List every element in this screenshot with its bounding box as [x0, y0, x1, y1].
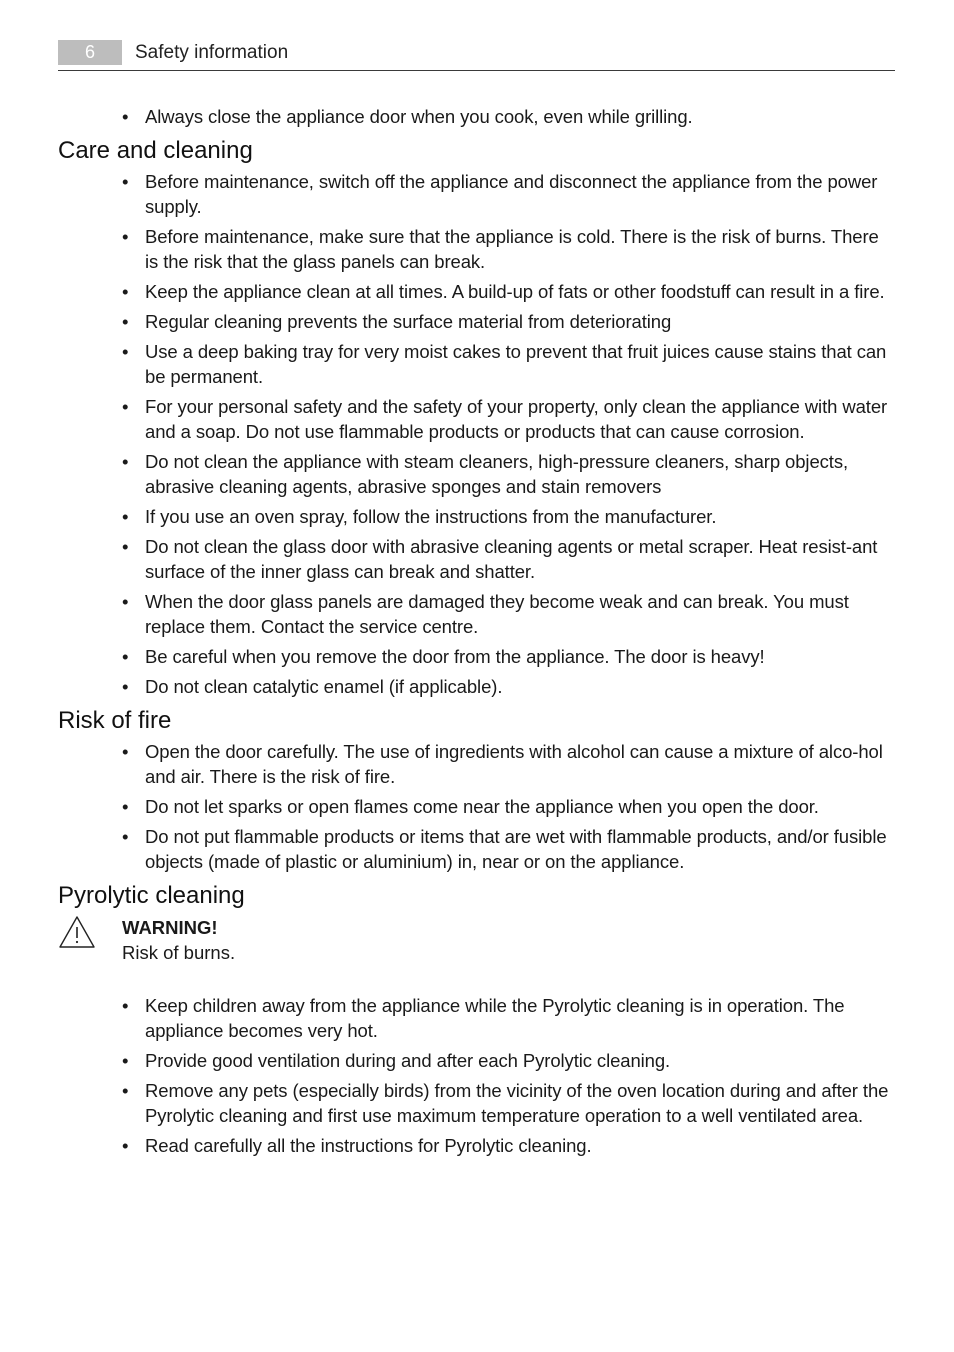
- list-item: • Always close the appliance door when you cook, even while grilling.: [58, 104, 895, 129]
- list-item: • Be careful when you remove the door from the appliance. The door is heavy!: [58, 644, 895, 669]
- page-content: [58, 104, 895, 1163]
- list-item: • Do not put flammable products or items that are wet with flammable products, and/or fusible objects (made of plastic or aluminium) in, near or on the appliance.: [58, 824, 895, 874]
- list-item: • Provide good ventilation during and after each Pyrolytic cleaning.: [58, 1048, 895, 1073]
- list-item: • Do not clean catalytic enamel (if applicable).: [58, 674, 895, 699]
- list-item: • If you use an oven spray, follow the instructions from the manufacturer.: [58, 504, 895, 529]
- warning-text: Risk of burns.: [122, 942, 236, 963]
- section-title: Safety information: [135, 42, 289, 63]
- fire-heading: Risk of fire: [58, 707, 172, 734]
- page-number: 6: [58, 40, 122, 65]
- warning-triangle-icon: [58, 915, 96, 949]
- list-item: • Open the door carefully. The use of ingredients with alcohol can cause a mixture of alco-hol and air. There is the risk of fire.: [58, 739, 895, 789]
- warning-title: WARNING!: [122, 917, 218, 938]
- care-list: [58, 169, 895, 699]
- list-item: • When the door glass panels are damaged they become weak and can break. You must replace them. Contact the service centre.: [58, 589, 895, 639]
- list-item: • For your personal safety and the safety of your property, only clean the appliance with water and a soap. Do not use flammable products or products that can cause corrosion.: [58, 394, 895, 444]
- fire-list: [58, 739, 895, 874]
- intro-list: [58, 104, 895, 129]
- pyrolytic-list: [58, 993, 895, 1158]
- list-item: • Use a deep baking tray for very moist cakes to prevent that fruit juices cause stains that can be permanent.: [58, 339, 895, 389]
- list-item: • Do not let sparks or open flames come near the appliance when you open the door.: [58, 794, 895, 819]
- list-item: • Before maintenance, switch off the appliance and disconnect the appliance from the power supply.: [58, 169, 895, 219]
- list-item: • Do not clean the appliance with steam cleaners, high-pressure cleaners, sharp objects, abrasive cleaning agents, abrasive sponges and stain removers: [58, 449, 895, 499]
- warning-box: [58, 915, 895, 967]
- pyrolytic-heading: Pyrolytic cleaning: [58, 882, 245, 909]
- list-item: • Read carefully all the instructions for Pyrolytic cleaning.: [58, 1133, 895, 1158]
- page-header: [58, 40, 895, 71]
- care-heading: Care and cleaning: [58, 137, 253, 164]
- list-item: • Keep children away from the appliance while the Pyrolytic cleaning is in operation. The appliance becomes very hot.: [58, 993, 895, 1043]
- list-item: • Regular cleaning prevents the surface material from deteriorating: [58, 309, 895, 334]
- list-item: • Do not clean the glass door with abrasive cleaning agents or metal scraper. Heat resist-ant surface of the inner glass can break and shatter.: [58, 534, 895, 584]
- list-item: • Keep the appliance clean at all times. A build-up of fats or other foodstuff can result in a fire.: [58, 279, 895, 304]
- list-item: • Remove any pets (especially birds) from the vicinity of the oven location during and after the Pyrolytic cleaning and first use maximum temperature operation to a well ventilated area.: [58, 1078, 895, 1128]
- list-item: • Before maintenance, make sure that the appliance is cold. There is the risk of burns. There is the risk that the glass panels can break.: [58, 224, 895, 274]
